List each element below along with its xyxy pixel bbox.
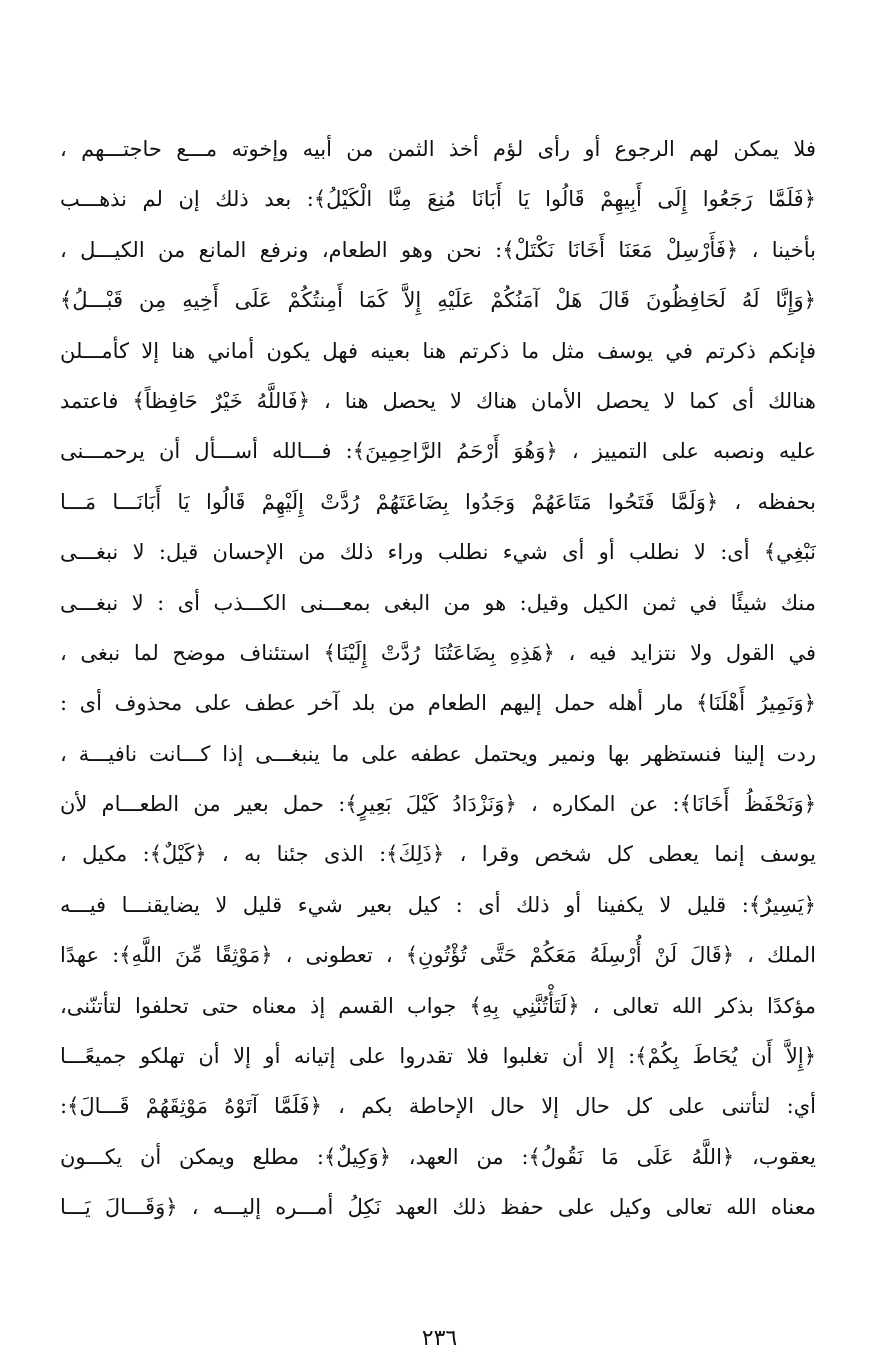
text-line: ﴿وَإِنَّا لَهُ لَحَافِظُونَ قَالَ هَلْ آمَنُكُمْ عَلَيْهِ إِلاَّ كَمَا أَمِنتُكُمْ عَلَى أَخِيهِ مِن قَبْـــلُ﴾ [60, 288, 816, 313]
text-line: ﴿وَنَمِيرُ أَهْلَنَا﴾ مار أهله حمل إليهم الطعام من بلد آخر عطف على محذوف أى : [60, 691, 816, 716]
text-line: فإنكم ذكرتم في يوسف مثل ما ذكرتم هنا بعينه فهل يكون أماني هنا إلا كأمـــلن [60, 338, 816, 363]
text-line: في القول ولا نتزايد فيه ، ﴿هَذِهِ بِضَاعَتُنَا رُدَّتْ إِلَيْنَا﴾ استئناف موضح لما نبغى ، [60, 640, 816, 665]
text-line: ﴿إِلاَّ أَن يُحَاطَ بِكُمْ﴾: إلا أن تغلبوا فلا تقدروا على إتيانه أو إلا أن تهلكو جميعًـــا [60, 1044, 816, 1069]
text-line: ﴿فَلَمَّا رَجَعُوا إِلَى أَبِيهِمْ قَالُوا يَا أَبَانَا مُنِعَ مِنَّا الْكَيْلُ﴾: بعد ذلك إن لم نذهـــب [60, 187, 816, 212]
text-line: يوسف إنما يعطى كل شخص وقرا ، ﴿ذَلِكَ﴾: الذى جئنا به ، ﴿كَيْلٌ﴾: مكيل ، [60, 842, 816, 867]
text-line: ﴿وَنَحْفَظُ أَخَانَا﴾: عن المكاره ، ﴿وَنَزْدَادُ كَيْلَ بَعِيرٍ﴾: حمل بعير من الطعـــام لأن [60, 792, 816, 817]
text-line: مؤكدًا بذكر الله تعالى ، ﴿لَتَأْتُنَّنِي بِهِ﴾ جواب القسم إذ معناه حتى تحلفوا لتأتنّنى، [60, 993, 816, 1018]
text-line: فلا يمكن لهم الرجوع أو رأى لؤم أخذ الثمن من أبيه وإخوته مـــع حاجتـــهم ، [60, 137, 816, 161]
text-line: الملك ، ﴿قَالَ لَنْ أُرْسِلَهُ مَعَكُمْ حَتَّى تُؤْتُونِ﴾ ، تعطونى ، ﴿مَوْثِقًا مِّنَ اللَّهِ﴾: عهدًا [60, 943, 816, 968]
text-line: معناه الله تعالى وكيل على حفظ ذلك العهد نَكِلُ أمـــره إليـــه ، ﴿وَقَـــالَ يَـــا [60, 1195, 816, 1220]
text-line: نَبْغِي﴾ أى: لا نطلب أو أى شيء نطلب وراء ذلك من الإحسان قيل: لا نبغـــى [60, 540, 816, 565]
body-text [60, 124, 816, 1233]
text-line: أي: لتأتنى على كل حال إلا حال الإحاطة بكم ، ﴿فَلَمَّا آتَوْهُ مَوْثِقَهُمْ قَـــالَ﴾: [60, 1094, 816, 1119]
text-line: بحفظه ، ﴿وَلَمَّا فَتَحُوا مَتَاعَهُمْ وَجَدُوا بِضَاعَتَهُمْ رُدَّتْ إِلَيْهِمْ قَالُوا يَا أَبَانَـــا مَـــا [60, 489, 816, 514]
page-number: ٢٣٦ [421, 1326, 458, 1351]
text-line: ردت إلينا فنستظهر بها ونمير ويحتمل عطفه على ما ينبغـــى إذا كـــانت نافيـــة ، [60, 741, 816, 766]
text-line: هنالك أى كما لا يحصل الأمان هناك لا يحصل هنا ، ﴿فَاللَّهُ خَيْرٌ حَافِظاً﴾ فاعتمد [60, 388, 816, 413]
text-line: يعقوب، ﴿اللَّهُ عَلَى مَا نَقُولُ﴾: من العهد، ﴿وَكِيلٌ﴾: مطلع ويمكن أن يكـــون [60, 1144, 816, 1169]
text-line: ﴿يَسِيرٌ﴾: قليل لا يكفينا أو ذلك أى : كيل بعير شيء قليل لا يضايقنـــا فيـــه [60, 892, 816, 917]
text-line: بأخينا ، ﴿فَأَرْسِلْ مَعَنَا أَخَانَا نَكْتَلْ﴾: نحن وهو الطعام، ونرفع المانع من الكيـــل ، [60, 237, 816, 262]
text-line: منك شيئًا في ثمن الكيل وقيل: هو من البغى بمعـــنى الكـــذب أى : لا نبغـــى [60, 590, 816, 615]
text-line: عليه ونصبه على التمييز ، ﴿وَهُوَ أَرْحَمُ الرَّاحِمِينَ﴾: فـــالله أســـأل أن يرحمـــنى [60, 439, 816, 464]
